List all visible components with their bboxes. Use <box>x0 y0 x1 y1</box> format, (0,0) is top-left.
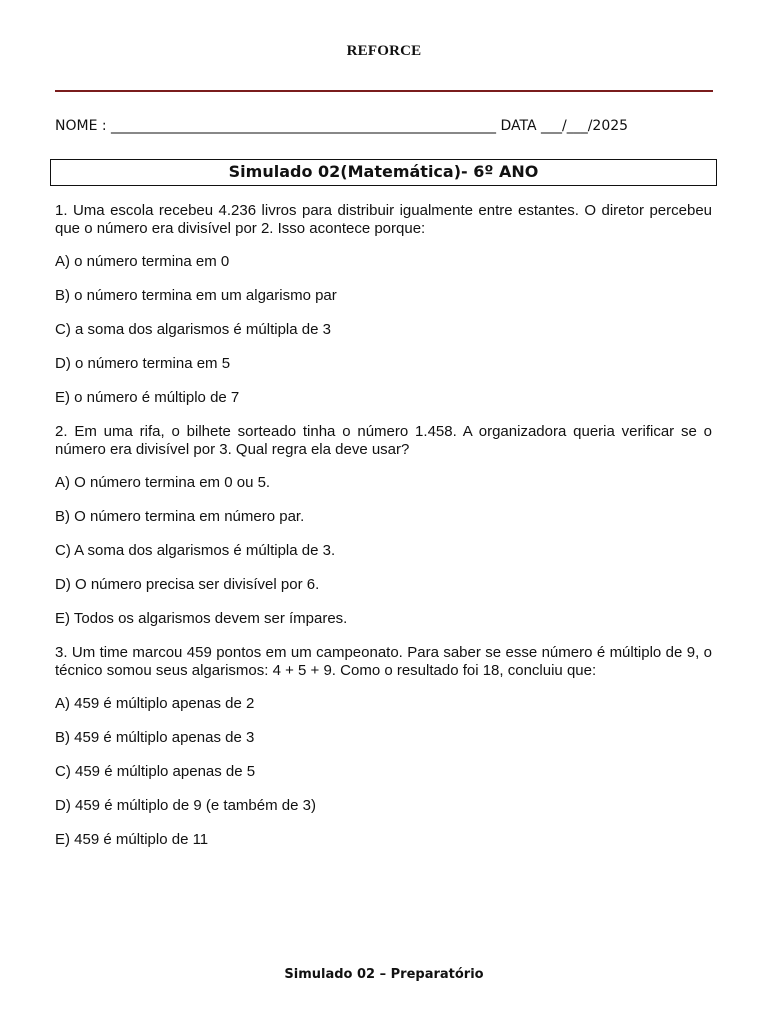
question-1-option-a: A) o número termina em 0 <box>55 253 230 270</box>
page-footer: Simulado 02 – Preparatório <box>284 967 484 982</box>
question-1: 1. Uma escola recebeu 4.236 livros para distribuir igualmente entre estantes. O diretor percebeu que o número era divisível por 2. Isso acontece porque: <box>55 202 712 237</box>
question-1-option-e: E) o número é múltiplo de 7 <box>55 389 240 406</box>
question-2: 2. Em uma rifa, o bilhete sorteado tinha o número 1.458. A organizadora queria verificar se o número era divisível por 3. Qual regra ela deve usar? <box>55 423 712 458</box>
questions-container <box>55 202 712 865</box>
question-2-option-a: A) O número termina em 0 ou 5. <box>55 474 271 491</box>
question-1-option-b: B) o número termina em um algarismo par <box>55 287 337 304</box>
question-3: 3. Um time marcou 459 pontos em um campeonato. Para saber se esse número é múltiplo de 9, o técnico somou seus algarismos: 4 + 5 + 9. Como o resultado foi 18, concluiu que: <box>55 644 712 679</box>
question-2-option-d: D) O número precisa ser divisível por 6. <box>55 576 320 593</box>
question-3-option-e: E) 459 é múltiplo de 11 <box>55 831 209 848</box>
question-3-option-a: A) 459 é múltiplo apenas de 2 <box>55 695 255 712</box>
header-divider <box>55 90 713 92</box>
question-2-option-c: C) A soma dos algarismos é múltipla de 3. <box>55 542 336 559</box>
question-2-option-b: B) O número termina em número par. <box>55 508 305 525</box>
exam-title-box: Simulado 02(Matemática)- 6º ANO <box>50 159 717 186</box>
question-1-option-c: C) a soma dos algarismos é múltipla de 3 <box>55 321 331 338</box>
name-date-line: NOME : _______________________________________________________ DATA ___/___/2025 <box>55 118 629 134</box>
question-2-option-e: E) Todos os algarismos devem ser ímpares. <box>55 610 348 627</box>
header-title: REFORCE <box>346 43 422 59</box>
question-3-option-c: C) 459 é múltiplo apenas de 5 <box>55 763 256 780</box>
question-3-option-d: D) 459 é múltiplo de 9 (e também de 3) <box>55 797 316 814</box>
question-1-option-d: D) o número termina em 5 <box>55 355 231 372</box>
question-3-option-b: B) 459 é múltiplo apenas de 3 <box>55 729 255 746</box>
